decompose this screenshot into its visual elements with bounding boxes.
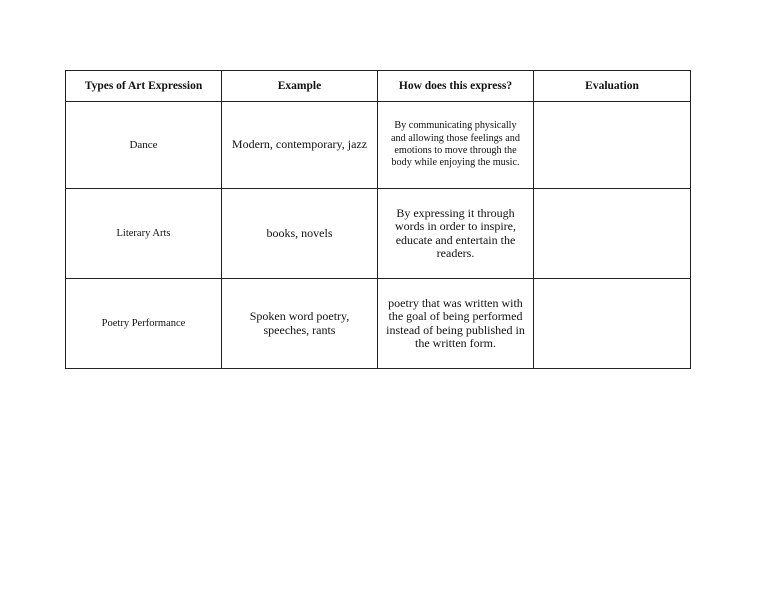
cell-type: Literary Arts: [66, 189, 222, 279]
table-header-row: [66, 71, 691, 102]
table-row-poetry-performance: [66, 279, 691, 369]
table-row-literary-arts: [66, 189, 691, 279]
header-how-does-this-express: How does this express?: [378, 71, 534, 102]
header-types-of-art-expression: Types of Art Expression: [66, 71, 222, 102]
cell-example: Modern, contemporary, jazz: [222, 102, 378, 189]
cell-evaluation: [534, 279, 691, 369]
table-row-dance: [66, 102, 691, 189]
cell-type: Dance: [66, 102, 222, 189]
art-expression-table: [65, 70, 691, 369]
cell-description: poetry that was written with the goal of being performed instead of being published in the written form.: [378, 279, 534, 369]
cell-evaluation: [534, 102, 691, 189]
header-example: Example: [222, 71, 378, 102]
cell-example: Spoken word poetry, speeches, rants: [222, 279, 378, 369]
header-evaluation: Evaluation: [534, 71, 691, 102]
cell-evaluation: [534, 189, 691, 279]
cell-description: By communicating physically and allowing those feelings and emotions to move through the body while enjoying the music.: [378, 102, 534, 189]
cell-description: By expressing it through words in order to inspire, educate and entertain the readers.: [378, 189, 534, 279]
cell-example: books, novels: [222, 189, 378, 279]
cell-type: Poetry Performance: [66, 279, 222, 369]
